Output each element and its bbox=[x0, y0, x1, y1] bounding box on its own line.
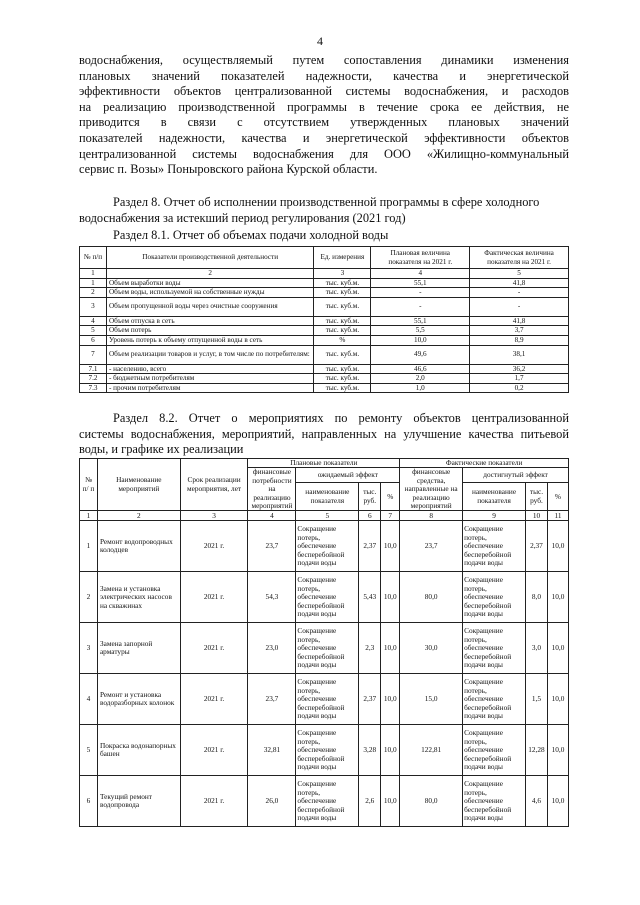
cell-plan: 55,1 bbox=[371, 316, 470, 326]
cell-plan: 2,0 bbox=[371, 374, 470, 384]
cell-fact: 1,7 bbox=[470, 374, 569, 384]
cell-fin-fact: 30,0 bbox=[400, 623, 463, 674]
cell-plan: - bbox=[371, 288, 470, 298]
intro-line: сервис п. Возы» Поныровского района Курской области. bbox=[79, 162, 378, 177]
header-planned: Плановые показатели bbox=[248, 459, 400, 468]
cell-ach: Сокращение потерь, обеспечение бесперебойной подачи воды bbox=[463, 725, 526, 776]
measures-table bbox=[79, 458, 569, 827]
cell-fact: 36,2 bbox=[470, 364, 569, 374]
cell-name: Замена и установка электрических насосов на скважинах bbox=[97, 572, 180, 623]
cell-num: 5 bbox=[80, 326, 107, 336]
cell-name: Объем пропущенной воды через очистные сооружения bbox=[106, 297, 314, 316]
table-row bbox=[80, 374, 569, 384]
cell-name: Текущий ремонт водопровода bbox=[97, 776, 180, 827]
index-cell: 3 bbox=[314, 269, 371, 279]
section-8-2-line: Раздел 8.2. Отчет о мероприятиях по ремонту объектов централизованной bbox=[113, 411, 569, 425]
cell-fact-pct: 10,0 bbox=[547, 725, 568, 776]
table-row bbox=[80, 345, 569, 364]
cell-term: 2021 г. bbox=[180, 776, 248, 827]
page-number: 4 bbox=[317, 34, 323, 48]
intro-line: показателей надежности, качества и энергетической эффективности объектов bbox=[79, 130, 569, 145]
table-row bbox=[80, 297, 569, 316]
cell-fact-rub: 3,0 bbox=[525, 623, 547, 674]
index-cell: 2 bbox=[97, 511, 180, 521]
cell-name: - бюджетным потребителям bbox=[106, 374, 314, 384]
cell-plan: 46,6 bbox=[371, 364, 470, 374]
cell-name: Объем потерь bbox=[106, 326, 314, 336]
cell-plan: 1,0 bbox=[371, 383, 470, 393]
header-ach-pct: % bbox=[547, 483, 568, 511]
section-8-heading bbox=[79, 195, 569, 226]
cell-term: 2021 г. bbox=[180, 725, 248, 776]
cell-num: 1 bbox=[80, 278, 107, 288]
cell-fact-rub: 12,28 bbox=[525, 725, 547, 776]
table-row bbox=[80, 335, 569, 345]
header-name: Наименование мероприятий bbox=[97, 459, 180, 511]
cell-name: Покраска водонапорных башен bbox=[97, 725, 180, 776]
cell-fact: 3,7 bbox=[470, 326, 569, 336]
cell-ach: Сокращение потерь, обеспечение бесперебойной подачи воды bbox=[463, 776, 526, 827]
header-eff-rub: тыс. руб. bbox=[359, 483, 381, 511]
cell-num: 6 bbox=[80, 776, 98, 827]
cell-plan: 5,5 bbox=[371, 326, 470, 336]
intro-line: эффективности объектов централизованной системы водоснабжения, и расходов bbox=[79, 84, 569, 99]
cell-num: 4 bbox=[80, 674, 98, 725]
table-row bbox=[80, 725, 569, 776]
header-fin-fact: финансовые средства, направленные на реализацию мероприятий bbox=[400, 468, 463, 511]
cell-num: 7.3 bbox=[80, 383, 107, 393]
intro-paragraph bbox=[79, 53, 569, 178]
table-row bbox=[80, 623, 569, 674]
water-volumes-table bbox=[79, 246, 569, 393]
header-name: Показатели производственной деятельности bbox=[106, 247, 314, 269]
cell-fin-plan: 23,7 bbox=[248, 521, 296, 572]
cell-fin-plan: 26,0 bbox=[248, 776, 296, 827]
cell-fin-plan: 23,7 bbox=[248, 674, 296, 725]
cell-eff: Сокращение потерь, обеспечение бесперебойной подачи воды bbox=[296, 521, 359, 572]
cell-fact-rub: 1,5 bbox=[525, 674, 547, 725]
table-row bbox=[80, 674, 569, 725]
cell-name: Ремонт водопроводных колодцев bbox=[97, 521, 180, 572]
cell-name: - населению, всего bbox=[106, 364, 314, 374]
cell-name: Объем отпуска в сеть bbox=[106, 316, 314, 326]
table-row bbox=[80, 383, 569, 393]
intro-line: приводится в связи с отсутствием утвержденных плановых значений bbox=[79, 115, 569, 130]
table-row bbox=[80, 326, 569, 336]
cell-unit: тыс. куб.м. bbox=[314, 364, 371, 374]
cell-fin-fact: 15,0 bbox=[400, 674, 463, 725]
cell-unit: тыс. куб.м. bbox=[314, 278, 371, 288]
intro-line: централизованной системы водоснабжения для ООО «Жилищно-коммунальный bbox=[79, 146, 569, 161]
header-ach-rub: тыс. руб. bbox=[525, 483, 547, 511]
table-row bbox=[80, 288, 569, 298]
index-cell: 5 bbox=[470, 269, 569, 279]
cell-plan: 49,6 bbox=[371, 345, 470, 364]
index-cell: 1 bbox=[80, 269, 107, 279]
cell-plan-pct: 10,0 bbox=[381, 572, 400, 623]
cell-fact-rub: 4,6 bbox=[525, 776, 547, 827]
cell-plan-pct: 10,0 bbox=[381, 674, 400, 725]
cell-fin-plan: 54,3 bbox=[248, 572, 296, 623]
cell-fin-fact: 122,81 bbox=[400, 725, 463, 776]
table-row bbox=[80, 316, 569, 326]
cell-fact: 8,9 bbox=[470, 335, 569, 345]
index-cell: 1 bbox=[80, 511, 98, 521]
cell-plan-rub: 2,37 bbox=[359, 674, 381, 725]
cell-ach: Сокращение потерь, обеспечение бесперебойной подачи воды bbox=[463, 572, 526, 623]
cell-num: 1 bbox=[80, 521, 98, 572]
header-ach-name: наименование показателя bbox=[463, 483, 526, 511]
cell-plan-pct: 10,0 bbox=[381, 725, 400, 776]
header-eff-name: наименование показателя bbox=[296, 483, 359, 511]
cell-ach: Сокращение потерь, обеспечение бесперебойной подачи воды bbox=[463, 521, 526, 572]
cell-ach: Сокращение потерь, обеспечение бесперебойной подачи воды bbox=[463, 674, 526, 725]
header-fin-plan: финансовые потребности на реализацию мероприятий bbox=[248, 468, 296, 511]
cell-unit: тыс. куб.м. bbox=[314, 383, 371, 393]
index-cell: 6 bbox=[359, 511, 381, 521]
cell-fact-pct: 10,0 bbox=[547, 674, 568, 725]
cell-num: 7 bbox=[80, 345, 107, 364]
cell-fact-pct: 10,0 bbox=[547, 776, 568, 827]
cell-name: Ремонт и установка водоразборных колонок bbox=[97, 674, 180, 725]
table-row bbox=[80, 521, 569, 572]
header-expected-effect: ожидаемый эффект bbox=[296, 468, 400, 483]
cell-name: Объем воды, используемой на собственные нужды bbox=[106, 288, 314, 298]
cell-unit: тыс. куб.м. bbox=[314, 316, 371, 326]
cell-fact: - bbox=[470, 288, 569, 298]
cell-fact: 0,2 bbox=[470, 383, 569, 393]
index-cell: 7 bbox=[381, 511, 400, 521]
cell-fact: 41,8 bbox=[470, 278, 569, 288]
cell-plan-rub: 2,3 bbox=[359, 623, 381, 674]
index-cell: 4 bbox=[248, 511, 296, 521]
intro-line: водоснабжения, осуществляемый путем сопоставления динамики изменения bbox=[79, 53, 569, 67]
cell-plan-rub: 5,43 bbox=[359, 572, 381, 623]
cell-unit: тыс. куб.м. bbox=[314, 345, 371, 364]
cell-fact: 41,8 bbox=[470, 316, 569, 326]
cell-plan-rub: 2,37 bbox=[359, 521, 381, 572]
intro-line: на реализацию производственной программы в течение срока ее действия, не bbox=[79, 99, 569, 114]
cell-fin-plan: 23,0 bbox=[248, 623, 296, 674]
cell-eff: Сокращение потерь, обеспечение бесперебойной подачи воды bbox=[296, 572, 359, 623]
cell-unit: тыс. куб.м. bbox=[314, 326, 371, 336]
cell-num: 3 bbox=[80, 623, 98, 674]
cell-num: 7.2 bbox=[80, 374, 107, 384]
cell-fin-fact: 80,0 bbox=[400, 572, 463, 623]
cell-plan: 55,1 bbox=[371, 278, 470, 288]
cell-eff: Сокращение потерь, обеспечение бесперебойной подачи воды bbox=[296, 725, 359, 776]
cell-unit: тыс. куб.м. bbox=[314, 374, 371, 384]
section-8-line: Раздел 8. Отчет об исполнении производственной программы в сфере холодного bbox=[113, 195, 540, 209]
cell-name: Замена запорной арматуры bbox=[97, 623, 180, 674]
cell-plan: - bbox=[371, 297, 470, 316]
intro-line: плановых значений показателей надежности, качества и энергетической bbox=[79, 68, 569, 83]
cell-num: 7.1 bbox=[80, 364, 107, 374]
index-cell: 4 bbox=[371, 269, 470, 279]
header-num: № п/п bbox=[80, 247, 107, 269]
header-unit: Ед. измерения bbox=[314, 247, 371, 269]
cell-fact-pct: 10,0 bbox=[547, 572, 568, 623]
cell-num: 4 bbox=[80, 316, 107, 326]
header-fact: Фактическая величина показателя на 2021 г. bbox=[470, 247, 569, 269]
cell-plan: 10,0 bbox=[371, 335, 470, 345]
table-row bbox=[80, 278, 569, 288]
cell-unit: тыс. куб.м. bbox=[314, 288, 371, 298]
cell-num: 6 bbox=[80, 335, 107, 345]
cell-fin-fact: 80,0 bbox=[400, 776, 463, 827]
cell-term: 2021 г. bbox=[180, 623, 248, 674]
cell-name: Объем выработки воды bbox=[106, 278, 314, 288]
cell-fact-rub: 2,37 bbox=[525, 521, 547, 572]
index-cell: 10 bbox=[525, 511, 547, 521]
cell-eff: Сокращение потерь, обеспечение бесперебойной подачи воды bbox=[296, 674, 359, 725]
index-cell: 8 bbox=[400, 511, 463, 521]
cell-num: 2 bbox=[80, 572, 98, 623]
cell-unit: % bbox=[314, 335, 371, 345]
cell-plan-rub: 2,6 bbox=[359, 776, 381, 827]
cell-fact-rub: 8,0 bbox=[525, 572, 547, 623]
header-actual: Фактические показатели bbox=[400, 459, 569, 468]
section-8-line: водоснабжения за истекший период регулирования (2021 год) bbox=[79, 210, 406, 225]
cell-fin-plan: 32,81 bbox=[248, 725, 296, 776]
header-eff-pct: % bbox=[381, 483, 400, 511]
cell-fin-fact: 23,7 bbox=[400, 521, 463, 572]
cell-eff: Сокращение потерь, обеспечение бесперебойной подачи воды bbox=[296, 623, 359, 674]
cell-num: 2 bbox=[80, 288, 107, 298]
cell-term: 2021 г. bbox=[180, 674, 248, 725]
cell-name: - прочим потребителям bbox=[106, 383, 314, 393]
cell-fact: 38,1 bbox=[470, 345, 569, 364]
section-8-1-title: Раздел 8.1. Отчет об объемах подачи холодной воды bbox=[113, 228, 389, 242]
cell-plan-pct: 10,0 bbox=[381, 776, 400, 827]
cell-eff: Сокращение потерь, обеспечение бесперебойной подачи воды bbox=[296, 776, 359, 827]
header-num: № п/ п bbox=[80, 459, 98, 511]
header-achieved-effect: достигнутый эффект bbox=[463, 468, 569, 483]
header-term: Срок реализации мероприятия, лет bbox=[180, 459, 248, 511]
cell-term: 2021 г. bbox=[180, 521, 248, 572]
cell-fact: - bbox=[470, 297, 569, 316]
cell-fact-pct: 10,0 bbox=[547, 521, 568, 572]
cell-ach: Сокращение потерь, обеспечение бесперебойной подачи воды bbox=[463, 623, 526, 674]
index-cell: 3 bbox=[180, 511, 248, 521]
cell-unit: тыс. куб.м. bbox=[314, 297, 371, 316]
table-row bbox=[80, 572, 569, 623]
table-row bbox=[80, 364, 569, 374]
cell-term: 2021 г. bbox=[180, 572, 248, 623]
index-cell: 9 bbox=[463, 511, 526, 521]
index-cell: 11 bbox=[547, 511, 568, 521]
index-cell: 5 bbox=[296, 511, 359, 521]
section-8-2-line: системы водоснабжения, мероприятий, направленных на улучшение качества питьевой bbox=[79, 426, 569, 441]
cell-plan-rub: 3,28 bbox=[359, 725, 381, 776]
section-8-2-line: воды, и графике их реализации bbox=[79, 442, 244, 457]
cell-plan-pct: 10,0 bbox=[381, 521, 400, 572]
header-plan: Плановая величина показателя на 2021 г. bbox=[371, 247, 470, 269]
cell-name: Объем реализации товаров и услуг, в том числе по потребителям: bbox=[106, 345, 314, 364]
section-8-2-heading bbox=[79, 411, 569, 458]
cell-name: Уровень потерь к объему отпущенной воды в сеть bbox=[106, 335, 314, 345]
cell-num: 5 bbox=[80, 725, 98, 776]
index-cell: 2 bbox=[106, 269, 314, 279]
cell-fact-pct: 10,0 bbox=[547, 623, 568, 674]
cell-num: 3 bbox=[80, 297, 107, 316]
cell-plan-pct: 10,0 bbox=[381, 623, 400, 674]
table-row bbox=[80, 776, 569, 827]
